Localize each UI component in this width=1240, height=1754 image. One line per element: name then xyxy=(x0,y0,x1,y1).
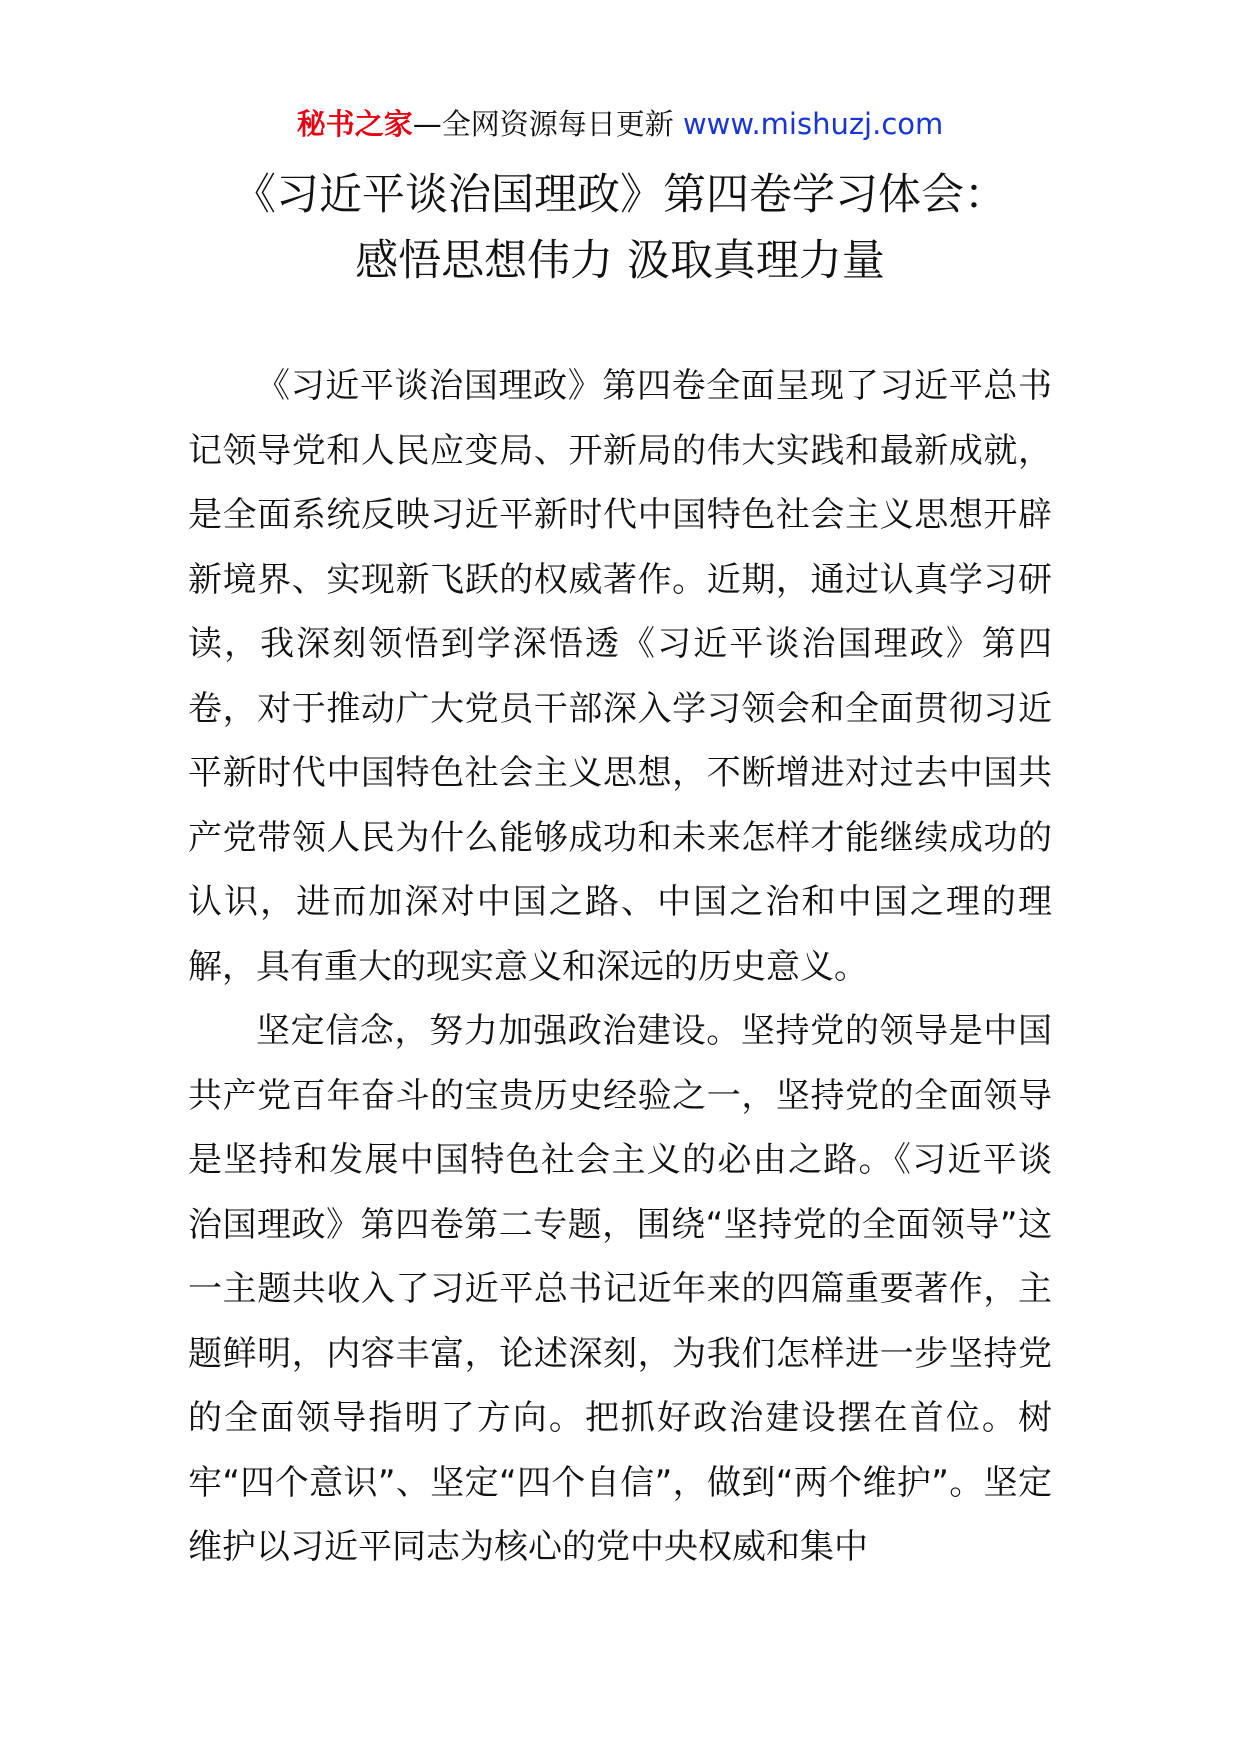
body-paragraph-2: 坚定信念，努力加强政治建设。坚持党的领导是中国共产党百年奋斗的宝贵历史经验之一，坚持党的全面领导是坚持和发展中国特色社会主义的必由之路。《习近平谈治国理政》第四卷第二专题，围绕“坚持党的全面领导”这一主题共收入了习近平总书记近年来的四篇重要著作，主题鲜明，内容丰富，论述深刻，为我们怎样进一步坚持党的全面领导指明了方向。把抓好政治建设摆在首位。树牢“四个意识”、坚定“四个自信”，做到“两个维护”。坚定维护以习近平同志为核心的党中央权威和集中 xyxy=(188,1011,1052,1567)
title-line-1: 《习近平谈治国理政》第四卷学习体会： xyxy=(233,170,1007,220)
body-paragraph-1: 《习近平谈治国理政》第四卷全面呈现了习近平总书记领导党和人民应变局、开新局的伟大实践和最新成就，是全面系统反映习近平新时代中国特色社会主义思想开辟新境界、实现新飞跃的权威著作。近期，通过认真学习研读，我深刻领悟到学深悟透《习近平谈治国理政》第四卷，对于推动广大党员干部深入学习领会和全面贯彻习近平新时代中国特色社会主义思想，不断增进对过去中国共产党带领人民为什么能够成功和未来怎样才能继续成功的认识，进而加深对中国之路、中国之治和中国之理的理解，具有重大的现实意义和深远的历史意义。 xyxy=(188,366,1052,987)
site-brand: 秘书之家 xyxy=(296,107,413,141)
site-slogan: —全网资源每日更新 xyxy=(412,107,674,141)
document-title xyxy=(0,162,1240,294)
site-header xyxy=(0,104,1240,144)
title-line-2: 感悟思想伟力 汲取真理力量 xyxy=(355,236,885,286)
site-url-link[interactable]: www.mishuzj.com xyxy=(682,107,944,141)
document-body xyxy=(188,354,1052,1580)
